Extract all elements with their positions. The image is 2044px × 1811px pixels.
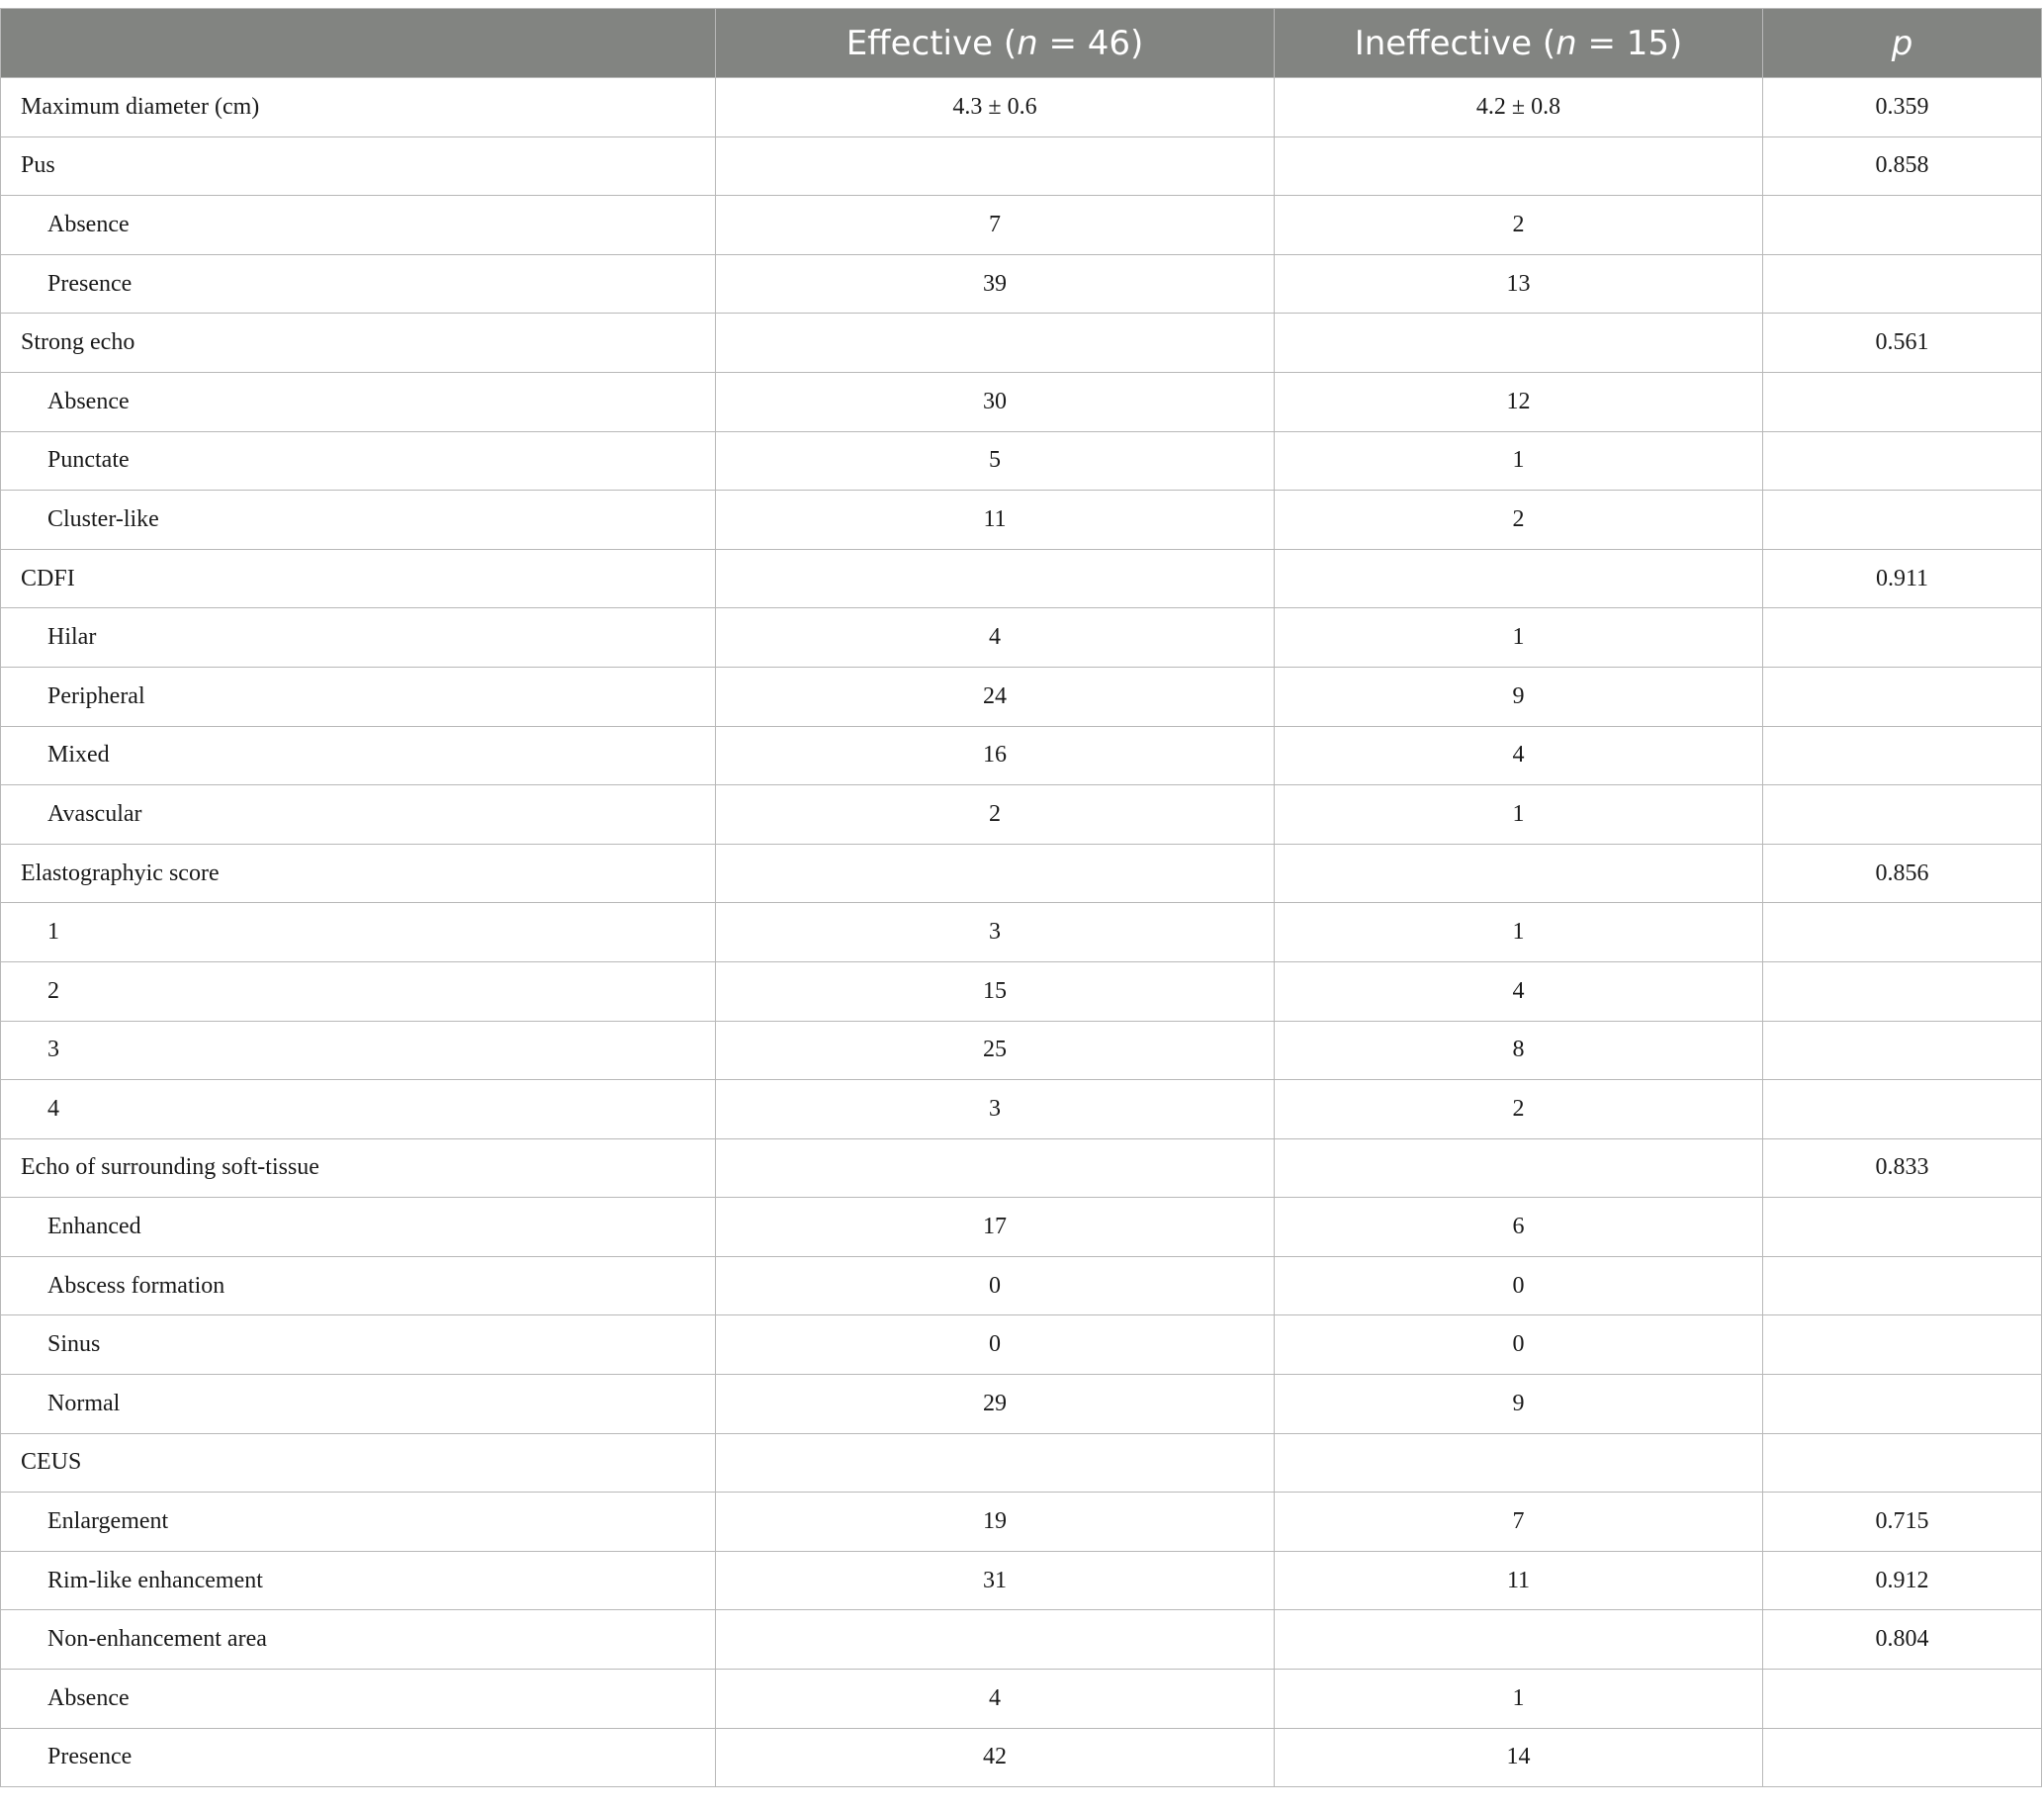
effective-cell [716, 844, 1275, 903]
row-label: Peripheral [1, 667, 716, 726]
effective-cell [716, 314, 1275, 373]
p-value-cell [1763, 491, 2042, 550]
ineffective-cell: 9 [1275, 1375, 1763, 1434]
row-label: 4 [1, 1080, 716, 1139]
ineffective-cell [1275, 1610, 1763, 1670]
ineffective-cell: 1 [1275, 785, 1763, 845]
row-label: Maximum diameter (cm) [1, 78, 716, 137]
ineffective-cell: 12 [1275, 372, 1763, 431]
p-value-cell [1763, 1433, 2042, 1493]
row-label: 2 [1, 961, 716, 1021]
row-label: Elastographyic score [1, 844, 716, 903]
ineffective-cell: 1 [1275, 431, 1763, 491]
ineffective-cell: 2 [1275, 1080, 1763, 1139]
ineffective-cell: 7 [1275, 1493, 1763, 1552]
ineffective-cell [1275, 1433, 1763, 1493]
effective-cell: 5 [716, 431, 1275, 491]
row-label: Rim-like enhancement [1, 1551, 716, 1610]
ineffective-cell: 9 [1275, 667, 1763, 726]
p-value-cell: 0.833 [1763, 1138, 2042, 1198]
effective-cell: 30 [716, 372, 1275, 431]
table-row [1, 1256, 2042, 1315]
p-value-cell [1763, 903, 2042, 962]
results-table-container [0, 8, 2044, 1787]
p-value-cell: 0.856 [1763, 844, 2042, 903]
table-row [1, 1198, 2042, 1257]
ineffective-cell: 1 [1275, 903, 1763, 962]
row-label: Enhanced [1, 1198, 716, 1257]
table-row [1, 1493, 2042, 1552]
table-row [1, 1728, 2042, 1787]
row-label: CDFI [1, 549, 716, 608]
table-row [1, 1315, 2042, 1375]
table-row [1, 372, 2042, 431]
header-stub [1, 9, 716, 78]
row-label: Hilar [1, 608, 716, 668]
p-value-cell [1763, 1256, 2042, 1315]
row-label: Cluster-like [1, 491, 716, 550]
effective-cell: 4 [716, 1670, 1275, 1729]
row-label: Absence [1, 372, 716, 431]
row-label: 3 [1, 1021, 716, 1080]
table-row [1, 903, 2042, 962]
row-label: Non-enhancement area [1, 1610, 716, 1670]
p-value-cell [1763, 667, 2042, 726]
p-value-cell [1763, 1728, 2042, 1787]
ineffective-cell: 2 [1275, 491, 1763, 550]
p-value-cell: 0.359 [1763, 78, 2042, 137]
p-value-cell: 0.715 [1763, 1493, 2042, 1552]
effective-cell: 17 [716, 1198, 1275, 1257]
ineffective-cell [1275, 314, 1763, 373]
table-row [1, 1433, 2042, 1493]
effective-cell: 2 [716, 785, 1275, 845]
row-label: Absence [1, 196, 716, 255]
p-value-cell [1763, 961, 2042, 1021]
row-label: Echo of surrounding soft-tissue [1, 1138, 716, 1198]
ineffective-cell: 0 [1275, 1315, 1763, 1375]
header-ineffective: Ineffective (n = 15) [1275, 9, 1763, 78]
results-table [0, 8, 2042, 1787]
table-row [1, 78, 2042, 137]
p-value-cell [1763, 1021, 2042, 1080]
row-label: Sinus [1, 1315, 716, 1375]
ineffective-cell [1275, 549, 1763, 608]
effective-cell: 11 [716, 491, 1275, 550]
table-row [1, 1080, 2042, 1139]
p-value-cell [1763, 785, 2042, 845]
p-value-cell: 0.561 [1763, 314, 2042, 373]
ineffective-cell: 8 [1275, 1021, 1763, 1080]
p-value-cell [1763, 254, 2042, 314]
table-row [1, 431, 2042, 491]
table-row [1, 549, 2042, 608]
table-row [1, 1551, 2042, 1610]
p-value-cell: 0.804 [1763, 1610, 2042, 1670]
ineffective-cell: 4 [1275, 961, 1763, 1021]
effective-cell: 4.3 ± 0.6 [716, 78, 1275, 137]
ineffective-cell: 0 [1275, 1256, 1763, 1315]
p-value-cell [1763, 1080, 2042, 1139]
p-value-cell [1763, 726, 2042, 785]
p-value-cell: 0.911 [1763, 549, 2042, 608]
p-value-cell [1763, 1315, 2042, 1375]
effective-cell: 29 [716, 1375, 1275, 1434]
effective-cell [716, 1138, 1275, 1198]
table-row [1, 667, 2042, 726]
ineffective-cell [1275, 1138, 1763, 1198]
ineffective-cell: 6 [1275, 1198, 1763, 1257]
table-row [1, 785, 2042, 845]
effective-cell: 24 [716, 667, 1275, 726]
p-value-cell: 0.858 [1763, 136, 2042, 196]
effective-cell: 19 [716, 1493, 1275, 1552]
effective-cell: 15 [716, 961, 1275, 1021]
effective-cell: 25 [716, 1021, 1275, 1080]
p-value-cell [1763, 431, 2042, 491]
row-label: Presence [1, 1728, 716, 1787]
table-row [1, 961, 2042, 1021]
row-label: Presence [1, 254, 716, 314]
table-row [1, 1138, 2042, 1198]
table-row [1, 254, 2042, 314]
effective-cell [716, 549, 1275, 608]
effective-cell [716, 1610, 1275, 1670]
ineffective-cell: 2 [1275, 196, 1763, 255]
effective-cell: 0 [716, 1256, 1275, 1315]
header-effective: Effective (n = 46) [716, 9, 1275, 78]
header-row [1, 9, 2042, 78]
p-value-cell [1763, 196, 2042, 255]
table-row [1, 1670, 2042, 1729]
ineffective-cell: 11 [1275, 1551, 1763, 1610]
effective-cell: 0 [716, 1315, 1275, 1375]
row-label: 1 [1, 903, 716, 962]
table-row [1, 136, 2042, 196]
effective-cell: 39 [716, 254, 1275, 314]
table-row [1, 844, 2042, 903]
ineffective-cell [1275, 136, 1763, 196]
p-value-cell [1763, 1670, 2042, 1729]
row-label: Punctate [1, 431, 716, 491]
p-value-cell [1763, 1198, 2042, 1257]
effective-cell: 3 [716, 903, 1275, 962]
effective-cell: 7 [716, 196, 1275, 255]
ineffective-cell [1275, 844, 1763, 903]
row-label: Absence [1, 1670, 716, 1729]
row-label: Strong echo [1, 314, 716, 373]
table-row [1, 726, 2042, 785]
table-row [1, 314, 2042, 373]
ineffective-cell: 1 [1275, 608, 1763, 668]
p-value-cell [1763, 372, 2042, 431]
table-row [1, 1021, 2042, 1080]
row-label: Normal [1, 1375, 716, 1434]
table-row [1, 1375, 2042, 1434]
effective-cell: 42 [716, 1728, 1275, 1787]
table-row [1, 608, 2042, 668]
effective-cell [716, 1433, 1275, 1493]
p-value-cell [1763, 608, 2042, 668]
ineffective-cell: 14 [1275, 1728, 1763, 1787]
ineffective-cell: 1 [1275, 1670, 1763, 1729]
p-value-cell: 0.912 [1763, 1551, 2042, 1610]
effective-cell: 16 [716, 726, 1275, 785]
row-label: Enlargement [1, 1493, 716, 1552]
effective-cell [716, 136, 1275, 196]
header-p-value: p [1763, 9, 2042, 78]
effective-cell: 31 [716, 1551, 1275, 1610]
row-label: Mixed [1, 726, 716, 785]
row-label: Avascular [1, 785, 716, 845]
table-row [1, 491, 2042, 550]
row-label: CEUS [1, 1433, 716, 1493]
effective-cell: 4 [716, 608, 1275, 668]
table-row [1, 196, 2042, 255]
row-label: Abscess formation [1, 1256, 716, 1315]
ineffective-cell: 13 [1275, 254, 1763, 314]
ineffective-cell: 4.2 ± 0.8 [1275, 78, 1763, 137]
table-row [1, 1610, 2042, 1670]
p-value-cell [1763, 1375, 2042, 1434]
ineffective-cell: 4 [1275, 726, 1763, 785]
effective-cell: 3 [716, 1080, 1275, 1139]
row-label: Pus [1, 136, 716, 196]
